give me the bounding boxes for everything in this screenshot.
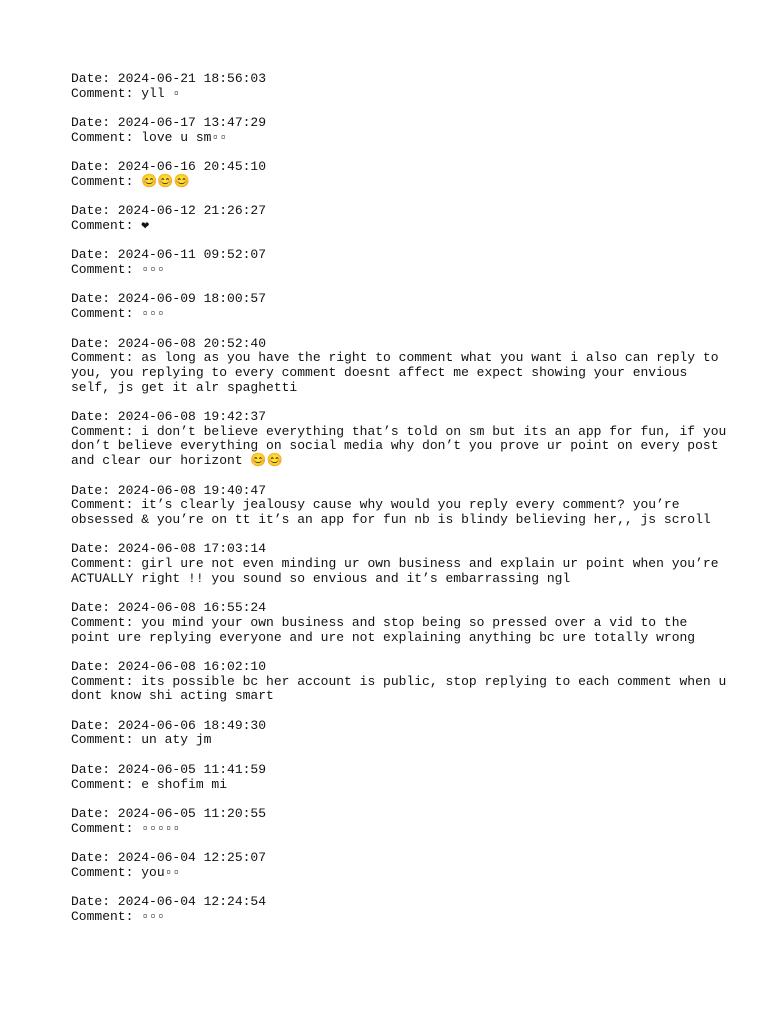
comment-text: Comment: it’s clearly jealousy cause why would you reply every comment? you’re obsessed & you’re on tt it’s an app for fun nb is blindy believing her,, js scroll <box>71 497 711 527</box>
comment-date: Date: 2024-06-04 12:24:54 <box>71 894 267 910</box>
comment-entry <box>71 763 731 792</box>
comment-text: Comment: ▫▫▫ <box>71 262 165 278</box>
comment-entry <box>71 719 731 748</box>
comment-date: Date: 2024-06-08 20:52:40 <box>71 335 267 351</box>
comment-entry <box>71 116 731 145</box>
comment-date: Date: 2024-06-16 20:45:10 <box>71 159 267 175</box>
comment-entry <box>71 292 731 321</box>
comment-date: Date: 2024-06-08 17:03:14 <box>71 541 267 557</box>
comment-text: Comment: ❤ <box>71 217 150 233</box>
comment-entry <box>71 160 731 189</box>
comment-date: Date: 2024-06-08 19:42:37 <box>71 409 267 425</box>
comment-entry <box>71 601 731 645</box>
comment-date: Date: 2024-06-17 13:47:29 <box>71 115 267 131</box>
comment-entry <box>71 658 735 704</box>
comment-date: Date: 2024-06-08 16:55:24 <box>71 600 267 616</box>
comment-entry <box>71 337 731 396</box>
comment-text: Comment: 😊😊😊 <box>71 173 190 189</box>
comment-date: Date: 2024-06-21 18:56:03 <box>71 71 267 86</box>
comment-text: Comment: e shofim mi <box>71 776 228 792</box>
comment-text: Comment: love u sm▫▫ <box>71 129 228 145</box>
comment-entry <box>71 542 731 586</box>
comment-entry <box>71 807 731 836</box>
comments-document <box>71 71 735 939</box>
comment-text: Comment: you mind your own business and stop being so pressed over a vid to the point ure replying everyone and ure not explaining anything bc ure totally wrong <box>71 614 696 645</box>
comment-text: Comment: ▫▫▫ <box>71 908 165 924</box>
comment-text: Comment: yll ▫ <box>71 85 181 101</box>
comment-date: Date: 2024-06-06 18:49:30 <box>71 717 267 733</box>
comment-text: Comment: ▫▫▫▫▫ <box>71 820 181 836</box>
comment-text: Comment: girl ure not even minding ur own business and explain ur point when you’re ACTUALLY right !! you sound so envious and it’s embarrassing ngl <box>71 556 727 586</box>
comment-text: Comment: as long as you have the right to comment what you want i also can reply to you, you replying to every comment doesnt affect me expect showing your envious self, js get it alr spaghetti <box>71 350 727 395</box>
comment-entry <box>71 248 731 277</box>
comment-entry <box>71 851 731 880</box>
comment-date: Date: 2024-06-12 21:26:27 <box>71 203 267 219</box>
comment-text: Comment: i don’t believe everything that’s told on sm but its an app for fun, if you don’t believe everything on social media why don’t you prove ur point on every post and clear our horizont 😊😊 <box>71 423 735 469</box>
comment-text: Comment: its possible bc her account is public, stop replying to each comment when u dont know shi acting smart <box>71 673 735 704</box>
comment-date: Date: 2024-06-04 12:25:07 <box>71 850 267 866</box>
comment-date: Date: 2024-06-11 09:52:07 <box>71 247 267 263</box>
comment-text: Comment: you▫▫ <box>71 864 181 880</box>
comment-entry <box>71 895 731 924</box>
comment-date: Date: 2024-06-08 16:02:10 <box>71 658 267 674</box>
comment-entry <box>71 72 731 101</box>
comment-date: Date: 2024-06-09 18:00:57 <box>71 291 267 307</box>
comment-date: Date: 2024-06-08 19:40:47 <box>71 482 267 498</box>
comment-date: Date: 2024-06-05 11:41:59 <box>71 761 267 777</box>
comment-text: Comment: ▫▫▫ <box>71 306 165 322</box>
comment-date: Date: 2024-06-05 11:20:55 <box>71 805 267 821</box>
comment-text: Comment: un aty jm <box>71 732 212 748</box>
comment-entry <box>71 409 735 469</box>
comment-entry <box>71 204 731 233</box>
comment-entry <box>71 484 731 528</box>
